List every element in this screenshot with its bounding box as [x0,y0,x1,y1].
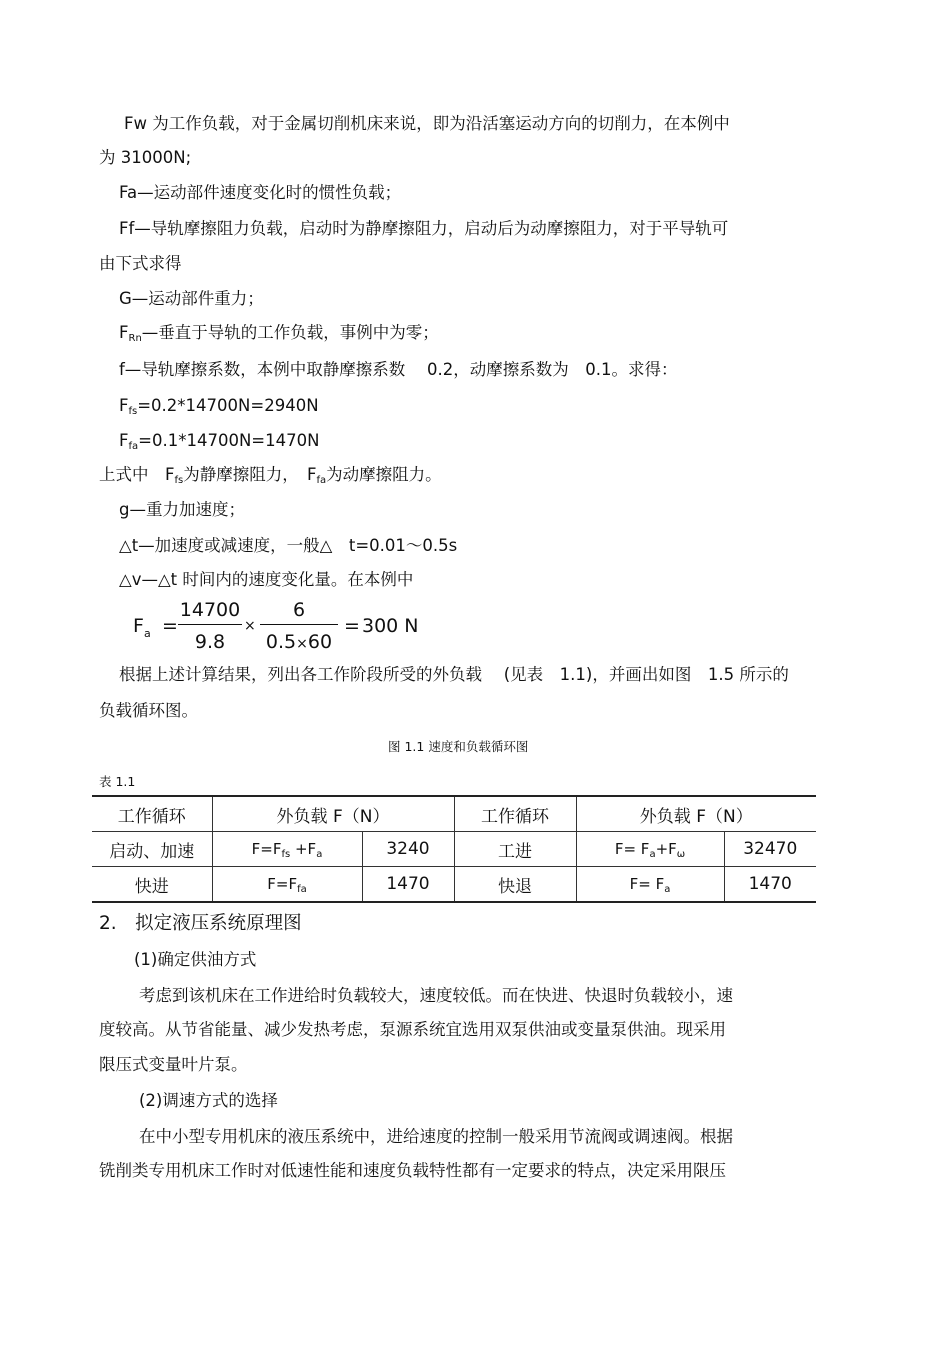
paragraph-friction-coefficient: f—导轨摩擦系数，本例中取静摩擦系数 0.2，动摩擦系数为 0.1。求得： [119,360,678,379]
formula-den2-times: × [296,636,308,652]
frn-text: —垂直于导轨的工作负载，事例中为零； [141,323,439,342]
frn-symbol: F [119,323,129,342]
ffa-subscript: fa [128,441,139,452]
cell-value: 1470 [362,867,454,903]
ffs-subscript: fs [128,406,138,417]
cell-formula: $F= F_a$ [576,867,724,903]
frn-subscript: Rn [128,333,142,344]
paragraph-fa-definition: Fa—运动部件速度变化时的惯性负载； [119,183,402,202]
cell-formula: $F= F_a+F_\omega$ [576,832,724,867]
formula-equals-1: = [162,615,178,637]
note-text-c: 为动摩擦阻力。 [326,465,442,484]
paragraph-speed-control-line1: 在中小型专用机床的液压系统中，进给速度的控制一般采用节流阀或调速阀。根据 [139,1127,733,1146]
paragraph-ff-line2: 由下式求得 [99,254,182,273]
cell-formula: $F=F_{fs} +F_a$ [212,832,362,867]
paragraph-friction-note [99,464,442,489]
paragraph-fw-line2: 为 31000N; [99,148,192,167]
table-row [92,867,816,903]
note-text-b: 为静摩擦阻力， F [183,465,317,484]
cell-formula: $F=F_{fa}$ [212,867,362,903]
paragraph-oil-supply-line3: 限压式变量叶片泵。 [99,1055,248,1074]
paragraph-result-line1: 根据上述计算结果，列出各工作阶段所受的外负载 (见表 1.1)，并画出如图 1.5 所示的 [119,665,789,684]
paragraph-gravity: g—重力加速度； [119,500,245,519]
table-header-row [92,796,816,832]
formula-result: 300 N [362,615,419,637]
ffs-value: =0.2*14700N=2940N [137,396,319,415]
note-subscript-fa: fa [316,475,327,486]
paragraph-g-definition: G—运动部件重力； [119,289,264,308]
cell-stage: 启动、加速 [92,832,212,867]
note-text-a: 上式中 F [99,465,175,484]
formula-denominator-2 [260,630,338,656]
ffs-symbol: F [119,396,129,415]
formula-fraction-bar-2 [260,624,338,625]
formula-lhs-symbol: F [133,615,144,637]
table-row [92,832,816,867]
table-label: 表 1.1 [99,774,136,789]
subsection-speed-control: (2)调速方式的选择 [139,1091,278,1110]
header-work-cycle-1: 工作循环 [92,796,212,832]
formula-equals-2: = [344,615,360,637]
paragraph-frn-definition [119,322,439,347]
formula-denominator-1: 9.8 [194,631,226,653]
paragraph-result-line2: 负载循环图。 [99,701,198,720]
header-external-load-2: 外负载 F（N） [639,806,753,827]
paragraph-delta-t: △t—加速度或减速度，一般△ t=0.01～0.5s [119,536,458,555]
cell-value: 32470 [743,839,798,859]
formula-numerator-1: 14700 [179,599,241,621]
cell-stage: 快进 [92,867,212,903]
formula-numerator-2: 6 [292,599,306,621]
ffa-value: =0.1*14700N=1470N [138,431,320,450]
cell-stage: 工进 [454,832,576,867]
header-external-load-1: 外负载 F（N） [212,796,454,832]
paragraph-fw-line1: Fw 为工作负载，对于金属切削机床来说，即为沿活塞运动方向的切削力，在本例中 [124,114,730,133]
paragraph-oil-supply-line1: 考虑到该机床在工作进给时负载较大，速度较低。而在快进、快退时负载较小，速 [139,986,733,1005]
formula-times-1: × [244,618,256,634]
paragraph-speed-control-line2: 铣削类专用机床工作时对低速性能和速度负载特性都有一定要求的特点，决定采用限压 [99,1161,726,1180]
formula-fraction-bar-1 [178,624,242,625]
paragraph-oil-supply-line2: 度较高。从节省能量、减少发热考虑，泵源系统宜选用双泵供油或变量泵供油。现采用 [99,1020,726,1039]
equation-ffa [119,430,319,455]
formula-den2-b: 60 [307,631,333,653]
note-subscript-fs: fs [174,475,184,486]
ffa-symbol: F [119,431,129,450]
paragraph-ff-line1: Ff—导轨摩擦阻力负载，启动时为静摩擦阻力，启动后为动摩擦阻力，对于平导轨可 [119,219,729,238]
figure-caption: 图 1.1 速度和负载循环图 [388,739,529,754]
cell-value: 1470 [748,874,792,894]
cell-stage: 快退 [454,867,576,903]
paragraph-delta-v: △v—△t 时间内的速度变化量。在本例中 [119,570,414,589]
formula-lhs-subscript: a [143,627,151,640]
formula-den2-a: 0.5 [265,631,297,653]
load-table [92,795,816,903]
cell-value: 3240 [362,832,454,867]
equation-ffs [119,395,319,420]
header-work-cycle-2: 工作循环 [454,796,576,832]
subsection-oil-supply: (1)确定供油方式 [134,950,257,969]
formula-lhs [133,614,151,641]
section-heading: 2. 拟定液压系统原理图 [99,913,302,934]
